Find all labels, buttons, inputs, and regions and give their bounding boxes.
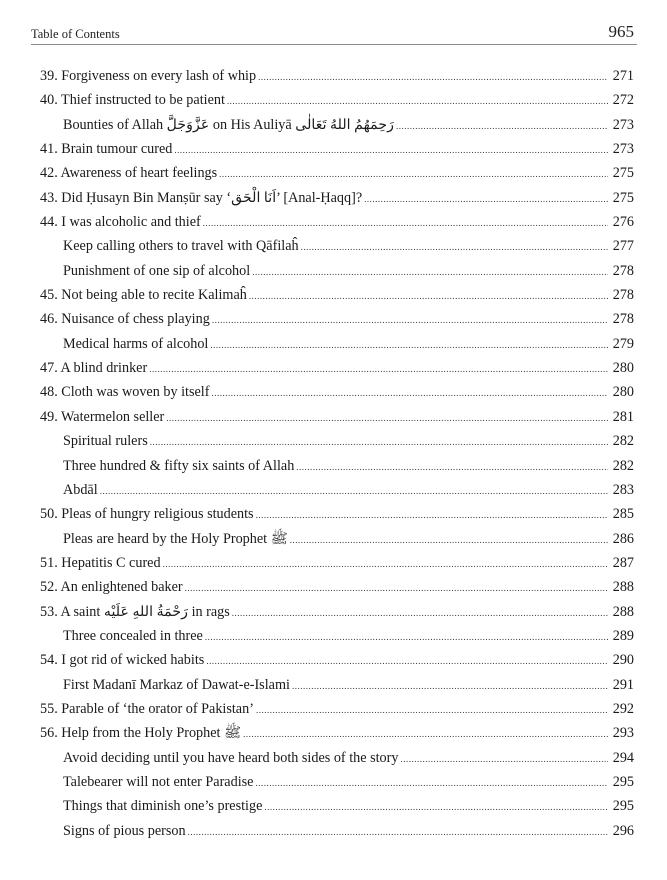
toc-entry-page: 276	[612, 214, 634, 231]
toc-entry-title: Medical harms of alcohol	[63, 335, 209, 352]
toc-entry-title: 54. I got rid of wicked habits	[40, 652, 205, 669]
dot-leader	[174, 138, 608, 162]
toc-entry	[40, 551, 634, 575]
toc-entry-page: 293	[612, 725, 634, 742]
toc-subentry	[40, 332, 634, 356]
toc-entry-title: 55. Parable of ‘the orator of Pakistan’	[40, 700, 254, 717]
toc-subentry	[40, 234, 634, 258]
dot-leader	[256, 503, 608, 527]
header-title: Table of Contents	[31, 27, 120, 41]
toc-entry-page: 292	[612, 700, 634, 717]
toc-subentry	[40, 113, 634, 137]
toc-entry	[40, 210, 634, 234]
toc-entry	[40, 697, 634, 721]
toc-entry-page: 280	[612, 360, 634, 377]
dot-leader	[219, 162, 608, 186]
toc-entry-title: Talebearer will not enter Paradise	[63, 773, 254, 790]
toc-entry-page: 280	[612, 384, 634, 401]
dot-leader	[364, 187, 608, 211]
dot-leader	[232, 601, 608, 625]
toc-entry-title: Abdāl	[63, 481, 98, 498]
dot-leader	[290, 528, 608, 552]
toc-entry-page: 277	[612, 238, 634, 255]
toc-entry	[40, 600, 634, 624]
toc-entry	[40, 575, 634, 599]
toc-entry-page: 278	[612, 262, 634, 279]
toc-entry-title: 50. Pleas of hungry religious students	[40, 506, 254, 523]
dot-leader	[301, 235, 608, 259]
dot-leader	[163, 552, 608, 576]
toc-entry-title: 45. Not being able to recite Kalimaĥ	[40, 287, 247, 304]
toc-entry-page: 286	[612, 530, 634, 547]
toc-entry-page: 285	[612, 506, 634, 523]
toc-entry-title: 53. A saint رَحْمَةُ اللهِ عَلَيْه in rags	[40, 603, 230, 620]
toc-entry-title: Pleas are heard by the Holy Prophet ﷺ	[63, 530, 288, 547]
toc-entry-page: 275	[612, 165, 634, 182]
toc-subentry	[40, 673, 634, 697]
dot-leader	[166, 406, 608, 430]
dot-leader	[100, 479, 608, 503]
dot-leader	[243, 722, 608, 746]
toc-entry-page: 278	[612, 287, 634, 304]
toc-entry-page: 294	[612, 749, 634, 766]
toc-entry-page: 273	[612, 141, 634, 158]
toc-subentry	[40, 478, 634, 502]
toc-entry-page: 295	[612, 798, 634, 815]
toc-entry-title: Keep calling others to travel with Qāfilaĥ	[63, 238, 299, 255]
dot-leader	[150, 430, 608, 454]
toc-entry	[40, 283, 634, 307]
toc-entry	[40, 356, 634, 380]
toc-entry-title: Punishment of one sip of alcohol	[63, 262, 251, 279]
toc-entry	[40, 648, 634, 672]
toc-entry-page: 282	[612, 433, 634, 450]
dot-leader	[296, 455, 608, 479]
toc-entry-title: 49. Watermelon seller	[40, 408, 165, 425]
toc-entry-title: Three hundred & fifty six saints of Allah	[63, 457, 295, 474]
table-of-contents	[40, 64, 634, 843]
dot-leader	[252, 260, 608, 284]
dot-leader	[400, 747, 608, 771]
toc-entry-title: 47. A blind drinker	[40, 360, 148, 377]
toc-entry	[40, 405, 634, 429]
toc-entry	[40, 721, 634, 745]
toc-entry-page: 290	[612, 652, 634, 669]
dot-leader	[292, 674, 608, 698]
toc-entry-title: 43. Did Ḥusayn Bin Manṣūr say ‘اَنَا الْحَق’ [Anal-Ḥaqq]?	[40, 189, 363, 206]
toc-entry-page: 295	[612, 773, 634, 790]
dot-leader	[249, 284, 608, 308]
toc-entry-page: 288	[612, 603, 634, 620]
toc-entry-title: Signs of pious person	[63, 822, 186, 839]
toc-subentry	[40, 454, 634, 478]
dot-leader	[212, 308, 608, 332]
toc-entry	[40, 137, 634, 161]
toc-entry-page: 273	[612, 116, 634, 133]
toc-entry-title: 40. Thief instructed to be patient	[40, 92, 225, 109]
toc-entry	[40, 88, 634, 112]
toc-subentry	[40, 819, 634, 843]
toc-entry-page: 296	[612, 822, 634, 839]
toc-subentry	[40, 527, 634, 551]
toc-entry-page: 275	[612, 189, 634, 206]
toc-entry-page: 281	[612, 408, 634, 425]
toc-entry-page: 291	[612, 676, 634, 693]
toc-entry-title: Avoid deciding until you have heard both sides of the story	[63, 749, 399, 766]
toc-subentry	[40, 770, 634, 794]
dot-leader	[258, 65, 608, 89]
dot-leader	[210, 333, 608, 357]
toc-entry-title: 41. Brain tumour cured	[40, 141, 173, 158]
dot-leader	[396, 114, 608, 138]
dot-leader	[264, 795, 608, 819]
toc-entry-title: 46. Nuisance of chess playing	[40, 311, 210, 328]
dot-leader	[203, 211, 608, 235]
toc-entry	[40, 186, 634, 210]
toc-entry-title: 39. Forgiveness on every lash of whip	[40, 68, 257, 84]
toc-subentry	[40, 259, 634, 283]
toc-entry-page: 289	[612, 627, 634, 644]
toc-entry-title: First Madanī Markaz of Dawat-e-Islami	[63, 676, 290, 693]
toc-entry-title: 44. I was alcoholic and thief	[40, 214, 201, 231]
toc-entry-title: Bounties of Allah عَزَّوَجَلَّ on His Auliyā رَحِمَهُمُ اللهُ تَعَالٰی	[63, 116, 394, 133]
toc-entry-title: Spiritual rulers	[63, 433, 148, 450]
dot-leader	[205, 625, 608, 649]
toc-entry-page: 287	[612, 554, 634, 571]
toc-entry	[40, 64, 634, 88]
dot-leader	[206, 649, 608, 673]
toc-subentry	[40, 429, 634, 453]
dot-leader	[185, 576, 608, 600]
toc-entry-title: 56. Help from the Holy Prophet ﷺ	[40, 725, 242, 742]
toc-subentry	[40, 746, 634, 770]
toc-entry-page: 288	[612, 579, 634, 596]
toc-entry-page: 279	[612, 335, 634, 352]
toc-entry	[40, 502, 634, 526]
toc-entry-title: 42. Awareness of heart feelings	[40, 165, 218, 182]
dot-leader	[256, 698, 608, 722]
toc-entry	[40, 307, 634, 331]
toc-entry	[40, 161, 634, 185]
toc-entry-page: 283	[612, 481, 634, 498]
toc-entry-title: 51. Hepatitis C cured	[40, 554, 161, 571]
toc-entry-page: 278	[612, 311, 634, 328]
dot-leader	[211, 381, 608, 405]
toc-subentry	[40, 794, 634, 818]
running-header	[31, 18, 637, 45]
header-page-number: 965	[608, 22, 634, 41]
dot-leader	[227, 89, 608, 113]
toc-entry-title: Three concealed in three	[63, 627, 203, 644]
toc-entry-page: 271	[612, 68, 634, 84]
toc-entry	[40, 380, 634, 404]
toc-entry-page: 272	[612, 92, 634, 109]
dot-leader	[149, 357, 608, 381]
toc-entry-title: 52. An enlightened baker	[40, 579, 183, 596]
toc-entry-title: 48. Cloth was woven by itself	[40, 384, 210, 401]
dot-leader	[255, 771, 608, 795]
dot-leader	[188, 820, 608, 844]
toc-entry-title: Things that diminish one’s prestige	[63, 798, 263, 815]
toc-subentry	[40, 624, 634, 648]
toc-entry-page: 282	[612, 457, 634, 474]
